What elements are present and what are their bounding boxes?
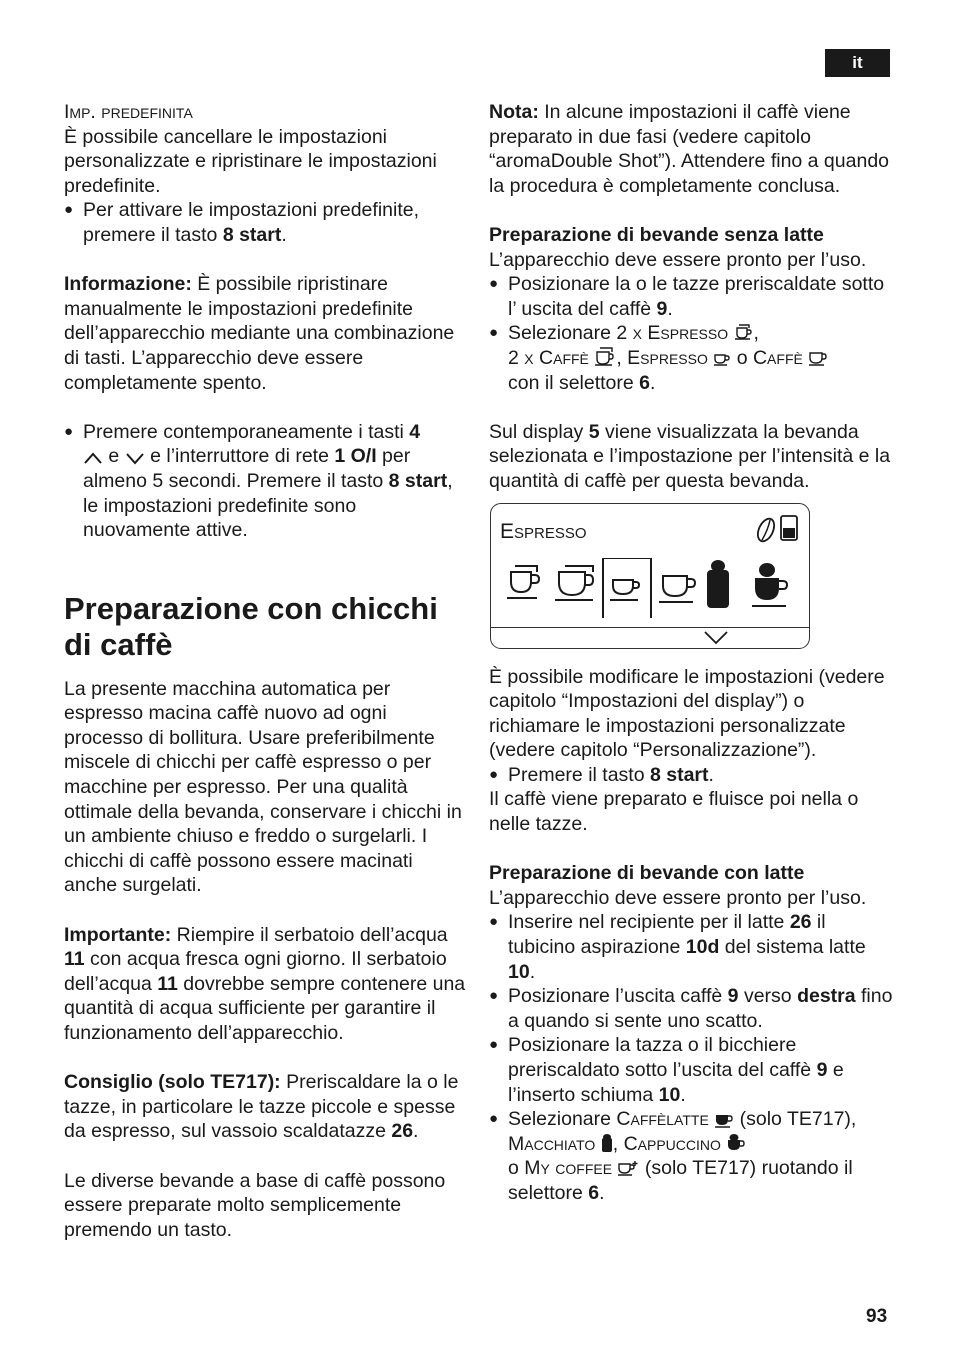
cappuccino-display-icon	[752, 563, 787, 606]
left-column	[64, 100, 466, 1242]
default-settings-bullet: ● Per attivare le impostazioni predefinite, premere il tasto 8 start.	[64, 198, 466, 247]
no-milk-ready: L’apparecchio deve essere pronto per l’uso.	[489, 248, 867, 271]
macchiato-icon	[601, 1133, 613, 1153]
coffee-display-icon	[659, 576, 695, 602]
no-milk-heading: Preparazione di bevande senza latte	[489, 223, 824, 246]
drink-selection-icons	[503, 558, 803, 618]
right-column	[489, 100, 894, 1206]
note-paragraph: Nota: In alcune impostazioni il caffè viene preparato in due fasi (vedere capitolo “aromaDouble Shot”). Attendere fino a quando la procedura è completamente conclusa.	[489, 101, 890, 197]
flow-text: Il caffè viene preparato e fluisce poi nella o nelle tazze.	[489, 788, 859, 836]
machine-display-illustration	[490, 503, 810, 649]
display-drink-name: Espresso	[500, 519, 587, 543]
default-settings-text: È possibile cancellare le impostazioni personalizzate e ripristinare le impostazioni predefinite.	[64, 125, 437, 197]
language-tag: it	[825, 49, 890, 77]
cappuccino-icon	[726, 1133, 746, 1153]
info-paragraph: Informazione: È possibile ripristinare manualmente le impostazioni predefinite dell’apparecchio mediante una combinazione di tasti. L’apparecchio deve essere completamente spento.	[64, 273, 455, 394]
no-milk-bullet-cups: ● Posizionare la o le tazze preriscaldate sotto l’ uscita del caffè 9.	[489, 272, 894, 321]
section-heading: Preparazione con chicchi di caffè	[64, 590, 438, 662]
double-coffee-icon	[594, 347, 616, 367]
my-coffee-icon	[617, 1159, 639, 1177]
no-milk-bullet-select: ● Selezionare 2 x Espresso , 2 x Caffè , Espresso o Caffè con il selettore 6.	[489, 321, 894, 395]
key-combination-bullet: ● Premere contemporaneamente i tasti 4 e e l’interruttore di rete 1 O/I per almeno 5 secondi. Premere il tasto 8 start, le impostazioni predefinite sono nuovamente attive.	[64, 420, 466, 543]
selected-drink-frame	[603, 558, 651, 618]
milk-bullet-cup: ● Posizionare la tazza o il bicchiere preriscaldato sotto l’uscita del caffè 9 e l’inserto schiuma 10.	[489, 1033, 894, 1107]
chevron-up-icon	[83, 451, 103, 465]
espresso-display-icon	[610, 580, 639, 600]
display-divider	[491, 627, 809, 628]
important-paragraph: Importante: Riempire il serbatoio dell’acqua 11 con acqua fresca ogni giorno. Il serbatoio dell’acqua 11 dovrebbe sempre contenere una quantità di acqua sufficiente per garantire il funzionamento dell’apparecchio.	[64, 923, 466, 1044]
macchiato-display-icon	[707, 560, 729, 608]
display-description: Sul display 5 viene visualizzata la bevanda selezionata e l’impostazione per l’intensità e la quantità di caffè per questa bevanda.	[489, 420, 891, 492]
closing-paragraph: Le diverse bevande a base di caffè possono essere preparate molto semplicemente premendo un tasto.	[64, 1169, 446, 1241]
double-espresso-icon	[734, 324, 754, 342]
intro-paragraph: La presente macchina automatica per espresso macina caffè nuovo ad ogni processo di bollitura. Usare preferibilmente miscele di chicchi per caffè espresso o per macchine per espresso. Per una qualità ottimale della bevanda, conservare i chicchi in un ambiente chiuso e freddo o surgelarli. I chicchi di caffè possono essere macinati anche surgelati.	[64, 677, 462, 897]
caffelatte-icon	[714, 1112, 734, 1128]
milk-bullet-select: ● Selezionare Caffèlatte (solo TE717), Macchiato , Cappuccino o My coffee (solo TE717) ruotando il selettore 6.	[489, 1107, 894, 1205]
tip-paragraph: Consiglio (solo TE717): Preriscaldare la o le tazze, in particolare le tazze piccole e spesse da espresso, sul vassoio scaldatazze 26.	[64, 1071, 459, 1143]
section-title-default-settings: Imp. predefinita	[64, 101, 193, 123]
milk-ready: L’apparecchio deve essere pronto per l’uso.	[489, 886, 867, 909]
double-coffee-display-icon	[555, 566, 593, 600]
double-espresso-display-icon	[507, 566, 539, 598]
coffee-icon	[808, 351, 828, 367]
strength-and-size-icon	[753, 512, 803, 546]
start-bullet: ● Premere il tasto 8 start.	[489, 763, 894, 788]
chevron-down-icon	[125, 451, 145, 465]
chevron-down-icon	[703, 630, 729, 646]
page-number: 93	[866, 1306, 888, 1327]
modify-settings-text: È possibile modificare le impostazioni (vedere capitolo “Impostazioni del display”) o richiamare le impostazioni personalizzate (vedere capitolo “Personalizzazione”).	[489, 665, 885, 762]
milk-bullet-outlet: ● Posizionare l’uscita caffè 9 verso destra fino a quando si sente uno scatto.	[489, 984, 894, 1033]
milk-bullet-tube: ● Inserire nel recipiente per il latte 26 il tubicino aspirazione 10d del sistema latte 10.	[489, 910, 894, 984]
milk-heading: Preparazione di bevande con latte	[489, 862, 805, 885]
espresso-icon	[713, 353, 731, 367]
